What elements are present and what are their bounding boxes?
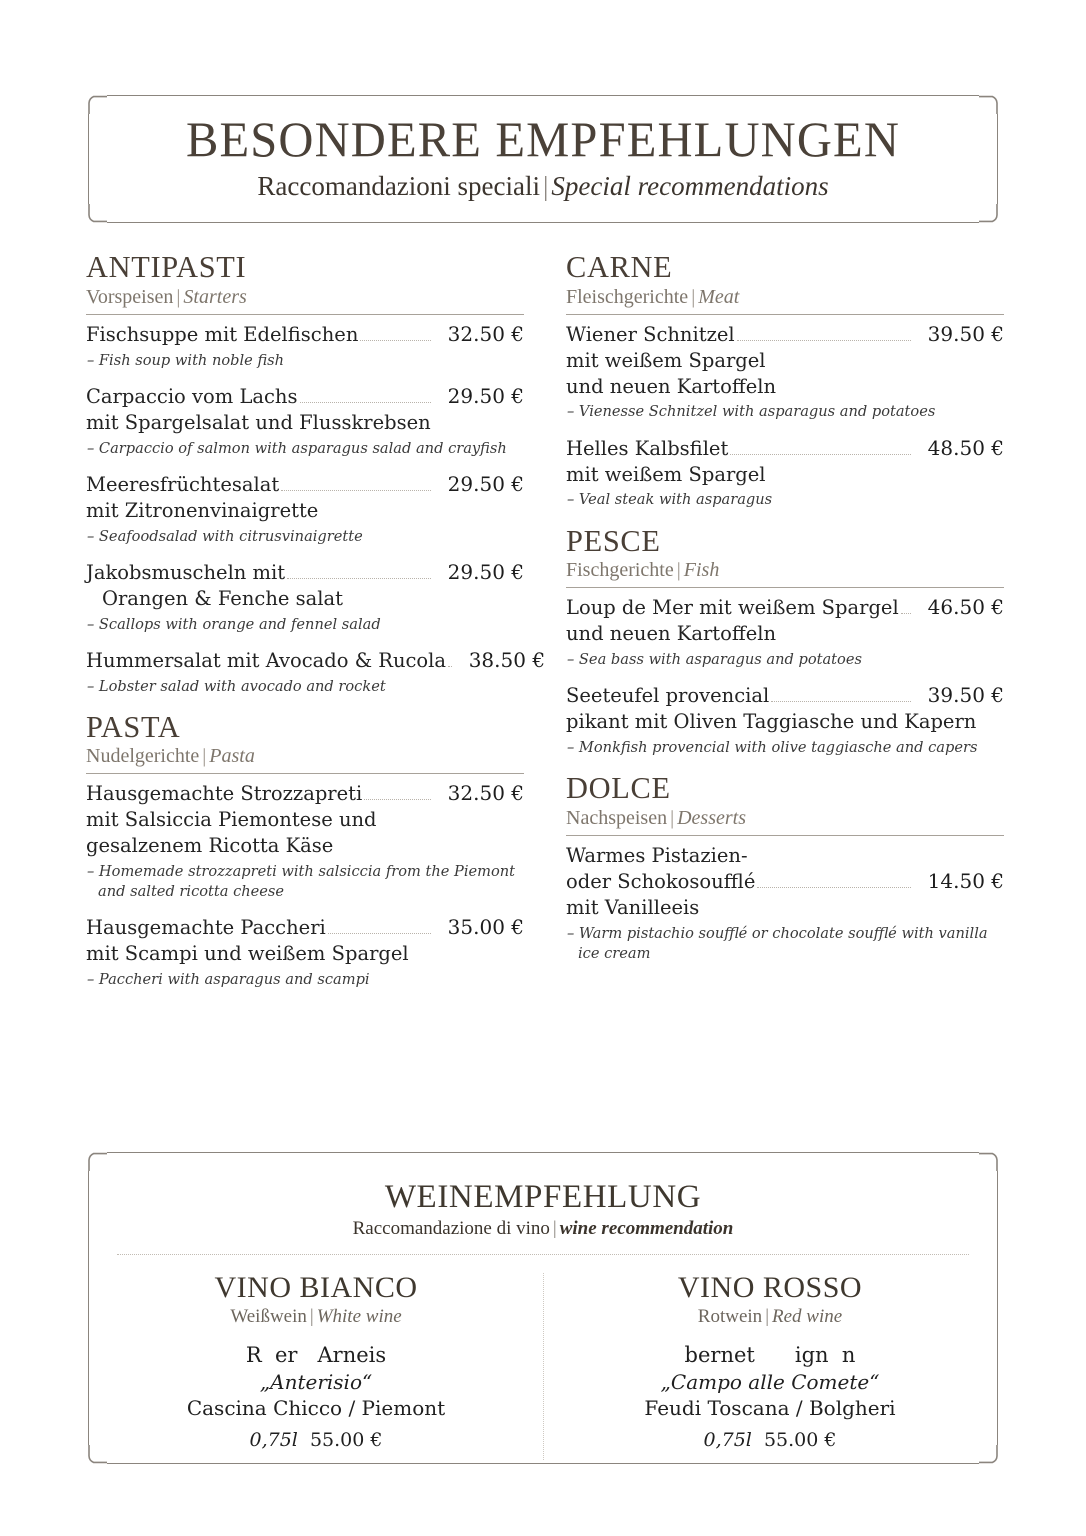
wine-kind-title: VINO BIANCO xyxy=(214,1271,418,1305)
menu-item xyxy=(86,647,546,697)
section-rule-antipasti xyxy=(86,314,524,315)
menu-item-name: Seeteufel provencial xyxy=(566,684,770,708)
menu-item-name: Jakobsmuscheln mit xyxy=(86,560,286,584)
header-banner-corner-se xyxy=(979,204,999,224)
price-leader-dots xyxy=(901,613,911,614)
menu-item-price-row xyxy=(566,322,1004,348)
page-title: BESONDERE EMPFEHLUNGEN xyxy=(185,111,901,167)
wine-price-row xyxy=(543,1429,997,1452)
menu-column-right xyxy=(566,250,1004,977)
wine-producer: Cascina Chicco / Piemont xyxy=(186,1396,446,1421)
wine-name: bernet ign n xyxy=(684,1342,856,1367)
wine-section-title: WEINEMPFEHLUNG xyxy=(384,1179,702,1215)
price-leader-dots xyxy=(287,578,431,579)
section-header-pesce xyxy=(566,524,1004,583)
section-title-carne: CARNE xyxy=(566,249,673,284)
section-subtitle-separator: | xyxy=(670,806,675,829)
section-header-antipasti xyxy=(86,250,524,309)
menu-item xyxy=(566,843,1004,964)
menu-item-price-row xyxy=(86,472,524,498)
menu-item-name: Loup de Mer mit weißem Spargel xyxy=(566,596,899,620)
section-title-antipasti: ANTIPASTI xyxy=(86,249,247,284)
wine-kind-subtitle xyxy=(543,1306,997,1328)
wine-subtitle-separator: | xyxy=(552,1218,557,1240)
menu-item xyxy=(566,595,1004,670)
menu-item-price-row xyxy=(86,781,524,807)
menu-item-price: 38.50 € xyxy=(468,647,546,672)
wine-kind-subtitle xyxy=(89,1306,543,1328)
menu-item xyxy=(566,322,1004,423)
menu-item-description: – Warm pistachio soufflé or chocolate soufflé with vanilla ice cream xyxy=(567,924,988,962)
wine-columns xyxy=(89,1271,997,1452)
section-header-pasta xyxy=(86,710,524,769)
subtitle-separator: | xyxy=(543,171,549,201)
wine-section-subtitle xyxy=(89,1218,997,1240)
price-leader-dots xyxy=(281,490,431,491)
wine-subtitle-italian: Raccomandazione di vino xyxy=(352,1218,550,1240)
menu-item-description: – Seafoodsalad with citrusvinaigrette xyxy=(87,527,363,545)
menu-item xyxy=(86,915,524,990)
menu-item-name-continuation: mit Spargelsalat und Flusskrebsen xyxy=(86,410,431,434)
menu-item-name-continuation: mit weißem Spargel xyxy=(566,462,766,486)
section-subtitle-german: Vorspeisen xyxy=(86,285,174,308)
menu-item-price-row xyxy=(566,683,1004,709)
menu-item-name-continuation: und neuen Kartoffeln xyxy=(566,622,777,646)
wine-kind-german: Rotwein xyxy=(697,1306,763,1328)
menu-item-price: 39.50 € xyxy=(927,683,1004,708)
section-header-dolce xyxy=(566,771,1004,830)
menu-item xyxy=(86,781,524,902)
section-subtitle-antipasti xyxy=(86,286,524,309)
menu-item-name: Fischsuppe mit Edelfischen xyxy=(86,322,359,346)
menu-item-name: Meeresfrüchtesalat xyxy=(86,472,280,496)
menu-item-name: Carpaccio vom Lachs xyxy=(86,384,298,408)
menu-section-dolce xyxy=(566,771,1004,964)
menu-item-name-continuation: mit Salsiccia Piemontese und xyxy=(86,808,377,832)
section-title-pesce: PESCE xyxy=(566,522,661,558)
wine-kind-english: White wine xyxy=(316,1306,402,1328)
menu-item-price: 32.50 € xyxy=(447,781,524,806)
menu-item-price: 14.50 € xyxy=(927,868,1004,893)
section-subtitle-separator: | xyxy=(676,559,681,582)
wine-kind-title: VINO ROSSO xyxy=(677,1271,863,1305)
menu-item-price: 35.00 € xyxy=(447,915,524,940)
wine-kind-separator: | xyxy=(309,1306,314,1328)
menu-item xyxy=(86,384,524,459)
menu-item-price-row xyxy=(86,322,524,348)
wine-price: 55.00 € xyxy=(763,1429,837,1452)
page-subtitle xyxy=(89,172,997,202)
menu-item-name-continuation: mit Zitronenvinaigrette xyxy=(86,498,319,522)
wine-kind-english: Red wine xyxy=(772,1306,843,1328)
menu-item-price-row xyxy=(86,384,524,410)
menu-item-name: oder Schokosoufflé xyxy=(566,869,756,893)
menu-item-price: 46.50 € xyxy=(927,595,1004,620)
section-subtitle-german: Fleischgerichte xyxy=(566,285,689,308)
wine-recommendation-box xyxy=(88,1152,998,1464)
price-leader-dots xyxy=(300,402,431,403)
menu-item-description: – Paccheri with asparagus and scampi xyxy=(87,971,370,989)
wine-kind-separator: | xyxy=(765,1306,769,1328)
menu-item xyxy=(86,322,524,371)
section-subtitle-german: Nachspeisen xyxy=(566,806,668,829)
section-subtitle-english: Pasta xyxy=(209,745,255,768)
menu-item-price-row xyxy=(86,560,524,586)
menu-item-description: – Lobster salad with avocado and rocket xyxy=(87,677,386,695)
section-subtitle-pesce xyxy=(566,559,1004,582)
menu-item-name-continuation: gesalzenem Ricotta Käse xyxy=(86,834,334,858)
wine-volume: 0,75l xyxy=(703,1429,752,1452)
section-subtitle-german: Fischgerichte xyxy=(566,559,674,582)
price-leader-dots xyxy=(730,454,911,455)
wine-price: 55.00 € xyxy=(309,1429,383,1452)
menu-item-price-row xyxy=(566,436,1004,462)
menu-item xyxy=(566,436,1004,511)
menu-item-price: 29.50 € xyxy=(447,383,524,408)
menu-item-price-row xyxy=(566,595,1004,621)
wine-box-corner-nw xyxy=(87,1151,107,1171)
menu-item-name-line: Warmes Pistazien- xyxy=(566,843,748,867)
menu-item-description: – Veal steak with asparagus xyxy=(567,491,773,509)
page-subtitle-english: Special recommendations xyxy=(551,171,829,201)
menu-item-price-row xyxy=(86,647,546,674)
menu-item xyxy=(86,560,524,635)
wine-column-rosso xyxy=(543,1271,997,1452)
wine-kind-german: Weißwein xyxy=(230,1306,307,1328)
menu-item-price-row xyxy=(566,869,1004,895)
section-subtitle-english: Starters xyxy=(183,285,247,308)
page-subtitle-italian: Raccomandazioni speciali xyxy=(257,171,541,201)
price-leader-dots xyxy=(360,340,431,341)
price-leader-dots xyxy=(448,666,452,667)
menu-item-description: – Scallops with orange and fennel salad xyxy=(87,615,381,633)
section-rule-dolce xyxy=(566,835,1004,836)
menu-item-description: – Sea bass with asparagus and potatoes xyxy=(567,651,862,669)
section-title-dolce: DOLCE xyxy=(566,770,671,806)
section-rule-carne xyxy=(566,314,1004,315)
header-banner xyxy=(88,95,998,223)
menu-item-name-continuation: pikant mit Oliven Taggiasche und Kapern xyxy=(566,710,977,734)
wine-column-bianco xyxy=(89,1271,543,1452)
header-banner-corner-sw xyxy=(87,204,107,224)
price-leader-dots xyxy=(771,701,911,702)
wine-label: „Anterisio“ xyxy=(259,1370,373,1395)
menu-item-name-continuation: und neuen Kartoffeln xyxy=(566,374,777,398)
section-rule-pesce xyxy=(566,587,1004,588)
menu-item-price: 32.50 € xyxy=(447,321,524,346)
menu-item-name-continuation: Orangen & Fenche salat xyxy=(102,586,343,610)
menu-item-description: – Monkfish provencial with olive taggiasche and capers xyxy=(567,739,978,757)
wine-label: „Campo alle Comete“ xyxy=(660,1370,880,1395)
menu-item xyxy=(86,472,524,547)
section-subtitle-separator: | xyxy=(691,285,696,308)
menu-item-price: 29.50 € xyxy=(447,471,524,496)
section-subtitle-pasta xyxy=(86,745,524,768)
wine-volume: 0,75l xyxy=(249,1429,298,1452)
menu-item-name: Hausgemachte Paccheri xyxy=(86,916,326,940)
menu-section-carne xyxy=(566,250,1004,511)
price-leader-dots xyxy=(737,340,911,341)
menu-section-pasta xyxy=(86,710,524,991)
price-leader-dots xyxy=(328,933,431,934)
wine-box-corner-ne xyxy=(979,1151,999,1171)
wine-divider-vertical xyxy=(543,1273,544,1460)
section-title-pasta: PASTA xyxy=(86,708,181,744)
menu-column-left xyxy=(86,249,546,1003)
menu-section-pesce xyxy=(566,524,1004,759)
menu-item-name: Wiener Schnitzel xyxy=(566,322,735,346)
section-rule-pasta xyxy=(86,773,524,774)
menu-item-price: 48.50 € xyxy=(927,435,1004,460)
menu-item-name: Hausgemachte Strozzapreti xyxy=(86,782,363,806)
menu-section-antipasti xyxy=(86,249,546,697)
section-subtitle-separator: | xyxy=(176,285,181,308)
wine-subtitle-english: wine recommendation xyxy=(559,1218,734,1240)
price-leader-dots xyxy=(364,799,431,800)
menu-item-name: Helles Kalbsfilet xyxy=(566,436,729,460)
wine-divider-horizontal xyxy=(117,1254,969,1255)
menu-item-name-continuation: mit Vanilleeis xyxy=(566,895,700,919)
menu-item-name: Hummersalat mit Avocado & Rucola xyxy=(86,648,447,672)
section-subtitle-english: Fish xyxy=(683,559,720,582)
menu-item-description: – Homemade strozzapreti with salsiccia from the Piemont and salted ricotta cheese xyxy=(87,863,516,901)
section-subtitle-english: Desserts xyxy=(677,806,746,829)
wine-name: R er Arneis xyxy=(245,1342,387,1367)
header-banner-corner-ne xyxy=(979,94,999,114)
menu-item-name-continuation: mit Scampi und weißem Spargel xyxy=(86,942,409,966)
section-subtitle-dolce xyxy=(566,807,1004,830)
section-subtitle-german: Nudelgerichte xyxy=(86,745,200,768)
menu-item-description: – Vienesse Schnitzel with asparagus and potatoes xyxy=(567,403,936,421)
section-subtitle-english: Meat xyxy=(698,285,740,308)
menu-item xyxy=(566,683,1004,758)
menu-item-description: – Carpaccio of salmon with asparagus salad and crayfish xyxy=(87,439,507,457)
wine-price-row xyxy=(89,1429,543,1452)
section-subtitle-carne xyxy=(566,286,1004,309)
menu-item-price: 29.50 € xyxy=(447,559,524,584)
wine-producer: Feudi Toscana / Bolgheri xyxy=(644,1396,896,1421)
price-leader-dots xyxy=(757,887,911,888)
section-header-carne xyxy=(566,250,1004,309)
menu-item-description: – Fish soup with noble fish xyxy=(87,351,285,369)
header-banner-corner-nw xyxy=(87,94,107,114)
section-subtitle-separator: | xyxy=(202,745,207,768)
menu-item-name-continuation: mit weißem Spargel xyxy=(566,348,766,372)
menu-item-price: 39.50 € xyxy=(927,321,1004,346)
menu-item-price-row xyxy=(86,915,524,941)
